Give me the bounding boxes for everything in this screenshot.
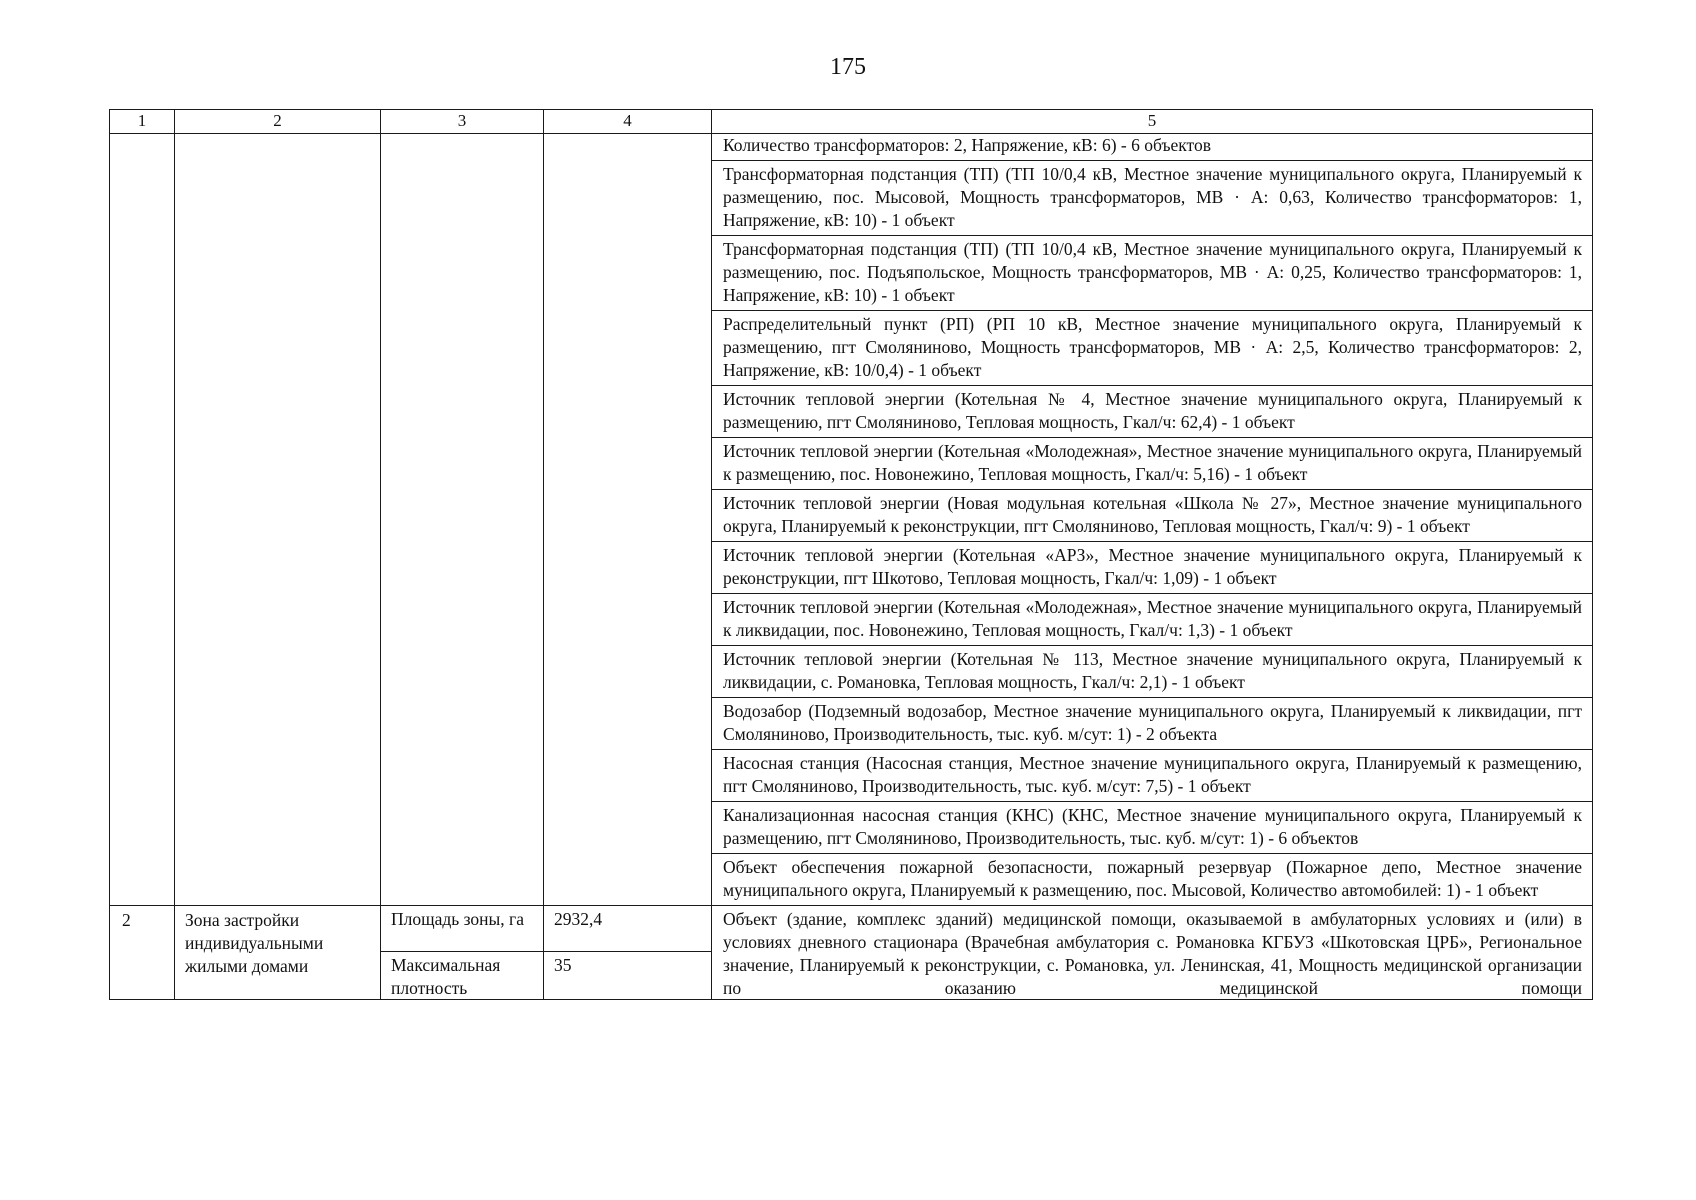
value-cell: [544, 134, 712, 906]
objects-cell: [712, 906, 1593, 1000]
objects-cell: [712, 134, 1593, 906]
object-entry: Трансформаторная подстанция (ТП) (ТП 10/0,4 кВ, Местное значение муниципального округа, Планируемый к размещению, пос. Мысовой, Мощность трансформаторов, МВ · А: 0,63, Количество трансформаторов: 1, Напряжение, кВ: 10) - 1 объект: [712, 161, 1592, 236]
table-row: [110, 134, 1593, 906]
object-entry: Источник тепловой энергии (Котельная № 113, Местное значение муниципального округа, Планируемый к ликвидации, с. Романовка, Тепловая мощность, Гкал/ч: 2,1) - 1 объект: [712, 646, 1592, 698]
parameter-cell: [381, 134, 544, 906]
zone-name-cell: [175, 134, 381, 906]
object-entry: Канализационная насосная станция (КНС) (КНС, Местное значение муниципального округа, Планируемый к размещению, пгт Смоляниново, Производительность, тыс. куб. м/сут: 1) - 6 объектов: [712, 802, 1592, 854]
object-entry: Трансформаторная подстанция (ТП) (ТП 10/0,4 кВ, Местное значение муниципального округа, Планируемый к размещению, пос. Подъяпольское, Мощность трансформаторов, МВ · А: 0,25, Количество трансформаторов: 1, Напряжение, кВ: 10) - 1 объект: [712, 236, 1592, 311]
object-entry: Источник тепловой энергии (Котельная «Молодежная», Местное значение муниципального округа, Планируемый к ликвидации, пос. Новонежино, Тепловая мощность, Гкал/ч: 1,3) - 1 объект: [712, 594, 1592, 646]
object-entry: Объект (здание, комплекс зданий) медицинской помощи, оказываемой в амбулаторных условиях и (или) в условиях дневного стационара (Врачебная амбулатория с. Романовка КГБУЗ «Шкотовская ЦРБ», Региональное значение, Планируемый к реконструкции, с. Романовка, ул. Ленинская, 41, Мощность медицинской организации по оказанию медицинской помощи: [723, 909, 1582, 998]
column-header: 2: [175, 110, 381, 134]
row-number-cell: [110, 906, 175, 1000]
object-entry: Водозабор (Подземный водозабор, Местное значение муниципального округа, Планируемый к ликвидации, пгт Смоляниново, Производительность, тыс. куб. м/сут: 1) - 2 объекта: [712, 698, 1592, 750]
value-cell: [544, 906, 712, 1000]
parameter-zone-area: Площадь зоны, га: [381, 906, 543, 952]
value-zone-area: 2932,4: [544, 906, 711, 952]
column-header: 5: [712, 110, 1593, 134]
object-entry: Источник тепловой энергии (Котельная «Молодежная», Местное значение муниципального округа, Планируемый к размещению, пос. Новонежино, Тепловая мощность, Гкал/ч: 5,16) - 1 объект: [712, 438, 1592, 490]
object-entry: Источник тепловой энергии (Новая модульная котельная «Школа № 27», Местное значение муниципального округа, Планируемый к реконструкции, пгт Смоляниново, Тепловая мощность, Гкал/ч: 9) - 1 объект: [712, 490, 1592, 542]
object-entry: Источник тепловой энергии (Котельная № 4, Местное значение муниципального округа, Планируемый к размещению, пгт Смоляниново, Тепловая мощность, Гкал/ч: 62,4) - 1 объект: [712, 386, 1592, 438]
zone-name: Зона застройки индивидуальными жилыми домами: [185, 910, 324, 976]
column-header: 4: [544, 110, 712, 134]
objects-cell-clip: [712, 906, 1592, 998]
parameter-cell: [381, 906, 544, 1000]
table-header-row: [110, 110, 1593, 134]
page-number: 175: [830, 54, 866, 80]
object-entry: Источник тепловой энергии (Котельная «АРЗ», Местное значение муниципального округа, Планируемый к реконструкции, пгт Шкотово, Тепловая мощность, Гкал/ч: 1,09) - 1 объект: [712, 542, 1592, 594]
column-header: 3: [381, 110, 544, 134]
objects-table: [109, 109, 1593, 1000]
object-entry: Распределительный пункт (РП) (РП 10 кВ, Местное значение муниципального округа, Планируемый к размещению, пгт Смоляниново, Мощность трансформаторов, МВ · А: 2,5, Количество трансформаторов: 2, Напряжение, кВ: 10/0,4) - 1 объект: [712, 311, 1592, 386]
row-number: 2: [122, 910, 131, 930]
zone-name-cell: [175, 906, 381, 1000]
table-row: [110, 906, 1593, 1000]
row-number-cell: [110, 134, 175, 906]
object-entry: Объект обеспечения пожарной безопасности, пожарный резервуар (Пожарное депо, Местное значение муниципального округа, Планируемый к размещению, пос. Мысовой, Количество автомобилей: 1) - 1 объект: [723, 857, 1582, 900]
value-max-density: 35: [554, 955, 572, 975]
column-header: 1: [110, 110, 175, 134]
parameter-max-density: Максимальная плотность: [391, 955, 501, 998]
object-entry: Количество трансформаторов: 2, Напряжение, кВ: 6) - 6 объектов: [712, 134, 1592, 161]
object-entry: Насосная станция (Насосная станция, Местное значение муниципального округа, Планируемый к размещению, пгт Смоляниново, Производительность, тыс. куб. м/сут: 7,5) - 1 объект: [712, 750, 1592, 802]
